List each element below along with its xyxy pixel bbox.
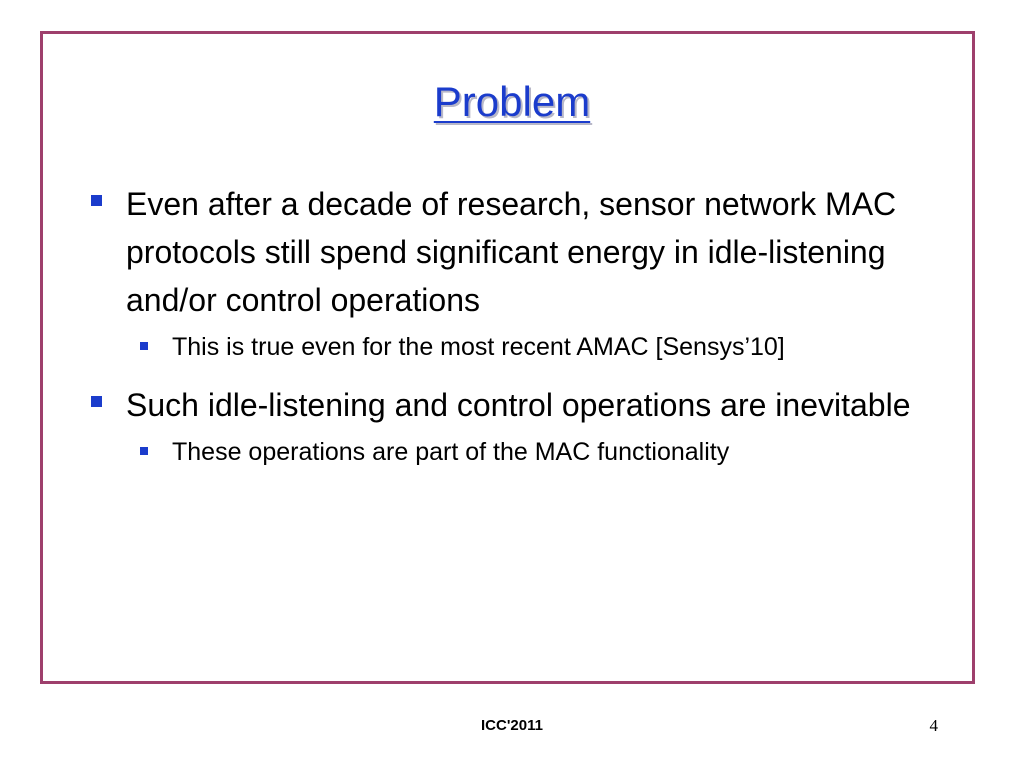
sub-bullet-item bbox=[126, 329, 948, 366]
sub-bullet-text: This is true even for the most recent AMAC [Sensys’10] bbox=[172, 333, 785, 361]
sub-bullet-list bbox=[126, 329, 948, 366]
bullet-text: Even after a decade of research, sensor network MAC protocols still spend significant energy in idle-listening and/or control operations bbox=[126, 186, 897, 318]
square-bullet-icon bbox=[140, 447, 148, 455]
slide-title: Problem bbox=[433, 78, 591, 125]
bullet-text: Such idle-listening and control operations are inevitable bbox=[126, 387, 911, 423]
sub-bullet-text: These operations are part of the MAC functionality bbox=[172, 438, 730, 466]
bullet-list bbox=[88, 180, 948, 471]
sub-bullet-list bbox=[126, 434, 948, 471]
square-bullet-icon bbox=[91, 195, 102, 206]
bullet-item bbox=[88, 381, 948, 471]
page-number: 4 bbox=[929, 716, 938, 735]
sub-bullet-item bbox=[126, 434, 948, 471]
square-bullet-icon bbox=[140, 342, 148, 350]
footer-label: ICC'2011 bbox=[481, 717, 543, 734]
bullet-item bbox=[88, 180, 948, 366]
square-bullet-icon bbox=[91, 396, 102, 407]
